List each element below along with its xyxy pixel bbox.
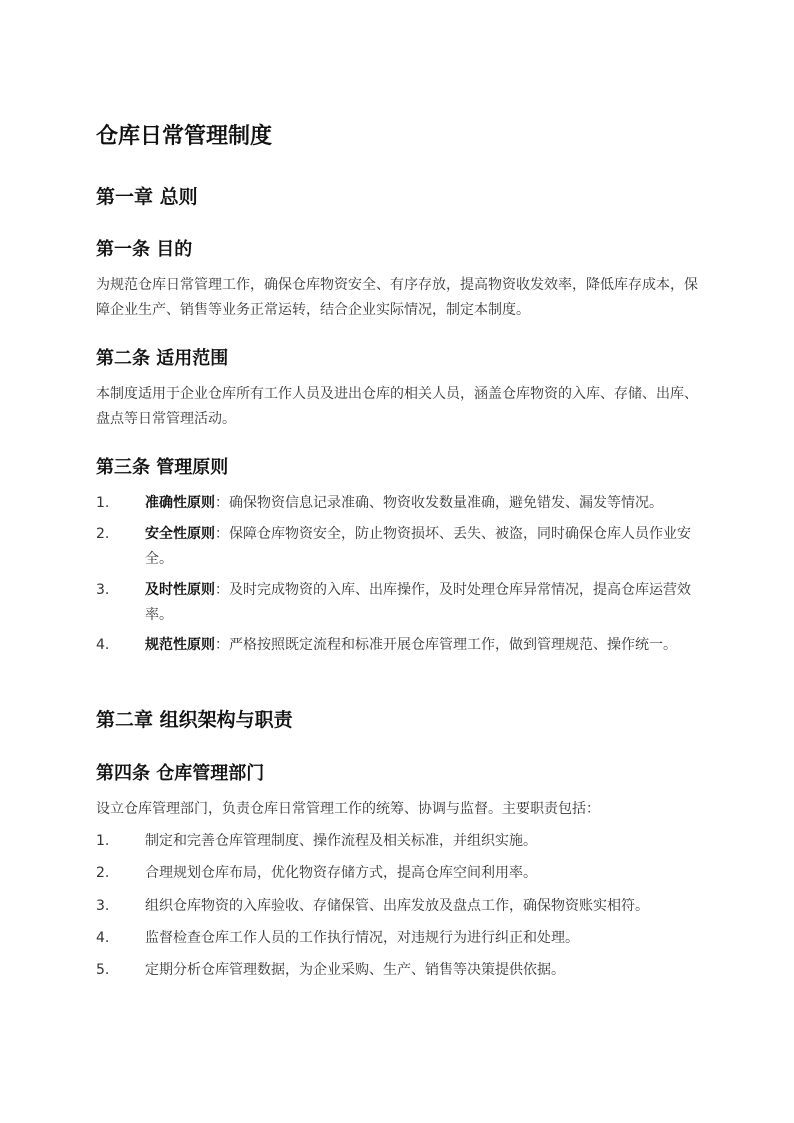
article-heading: 第一条 目的 [96,239,193,260]
list-item [96,958,702,983]
article-paragraph: 为规范仓库日常管理工作，确保仓库物资安全、有序存放，提高物资收发效率，降低库存成本，保障企业生产、销售等业务正常运转，结合企业实际情况，制定本制度。 [96,277,698,318]
list-text: 确保物资信息记录准确、物资收发数量准确，避免错发、漏发等情况。 [229,495,663,511]
list-item [96,861,702,886]
list-text: 监督检查仓库工作人员的工作执行情况，对违规行为进行纠正和处理。 [145,930,579,946]
document-title: 仓库日常管理制度 [96,124,273,149]
list-text: 制定和完善仓库管理制度、操作流程及相关标准，并组织实施。 [145,833,537,849]
principle-term: 准确性原则 [145,495,215,511]
list-text: 组织仓库物资的入库验收、存储保管、出库发放及盘点工作，确保物资账实相符。 [145,898,649,914]
list-item [96,633,702,658]
principle-term: 及时性原则 [145,582,215,598]
term-separator: ： [215,526,229,542]
list-text: 定期分析仓库管理数据，为企业采购、生产、销售等决策提供依据。 [145,962,565,978]
list-number: 5. [96,962,110,978]
list-item [96,894,702,919]
term-separator: ： [215,582,229,598]
list-item [96,926,702,951]
list-number: 1. [96,495,110,511]
list-text: 及时完成物资的入库、出库操作，及时处理仓库异常情况，提高仓库运营效率。 [145,582,691,623]
list-number: 4. [96,930,110,946]
list-number: 1. [96,833,110,849]
list-number: 3. [96,898,110,914]
chapter-heading: 第二章 组织架构与职责 [96,709,293,731]
principle-term: 规范性原则 [145,637,215,653]
list-number: 2. [96,865,110,881]
article-heading: 第四条 仓库管理部门 [96,763,265,784]
principle-term: 安全性原则 [145,526,215,542]
list-number: 3. [96,582,110,598]
term-separator: ： [215,637,229,653]
article-paragraph: 设立仓库管理部门，负责仓库日常管理工作的统筹、协调与监督。主要职责包括： [96,801,600,817]
term-separator: ： [215,495,229,511]
article-heading: 第二条 适用范围 [96,348,229,369]
list-text: 保障仓库物资安全，防止物资损坏、丢失、被盗，同时确保仓库人员作业安全。 [145,526,691,567]
list-item [96,578,702,628]
list-item [96,829,702,854]
article-heading: 第三条 管理原则 [96,457,229,478]
list-text: 严格按照既定流程和标准开展仓库管理工作，做到管理规范、操作统一。 [229,637,677,653]
list-item [96,491,702,516]
list-number: 2. [96,526,110,542]
list-text: 合理规划仓库布局，优化物资存储方式，提高仓库空间利用率。 [145,865,537,881]
list-item [96,522,702,572]
list-number: 4. [96,637,110,653]
chapter-heading: 第一章 总则 [96,186,198,208]
article-paragraph: 本制度适用于企业仓库所有工作人员及进出仓库的相关人员，涵盖仓库物资的入库、存储、出库、盘点等日常管理活动。 [96,386,698,427]
